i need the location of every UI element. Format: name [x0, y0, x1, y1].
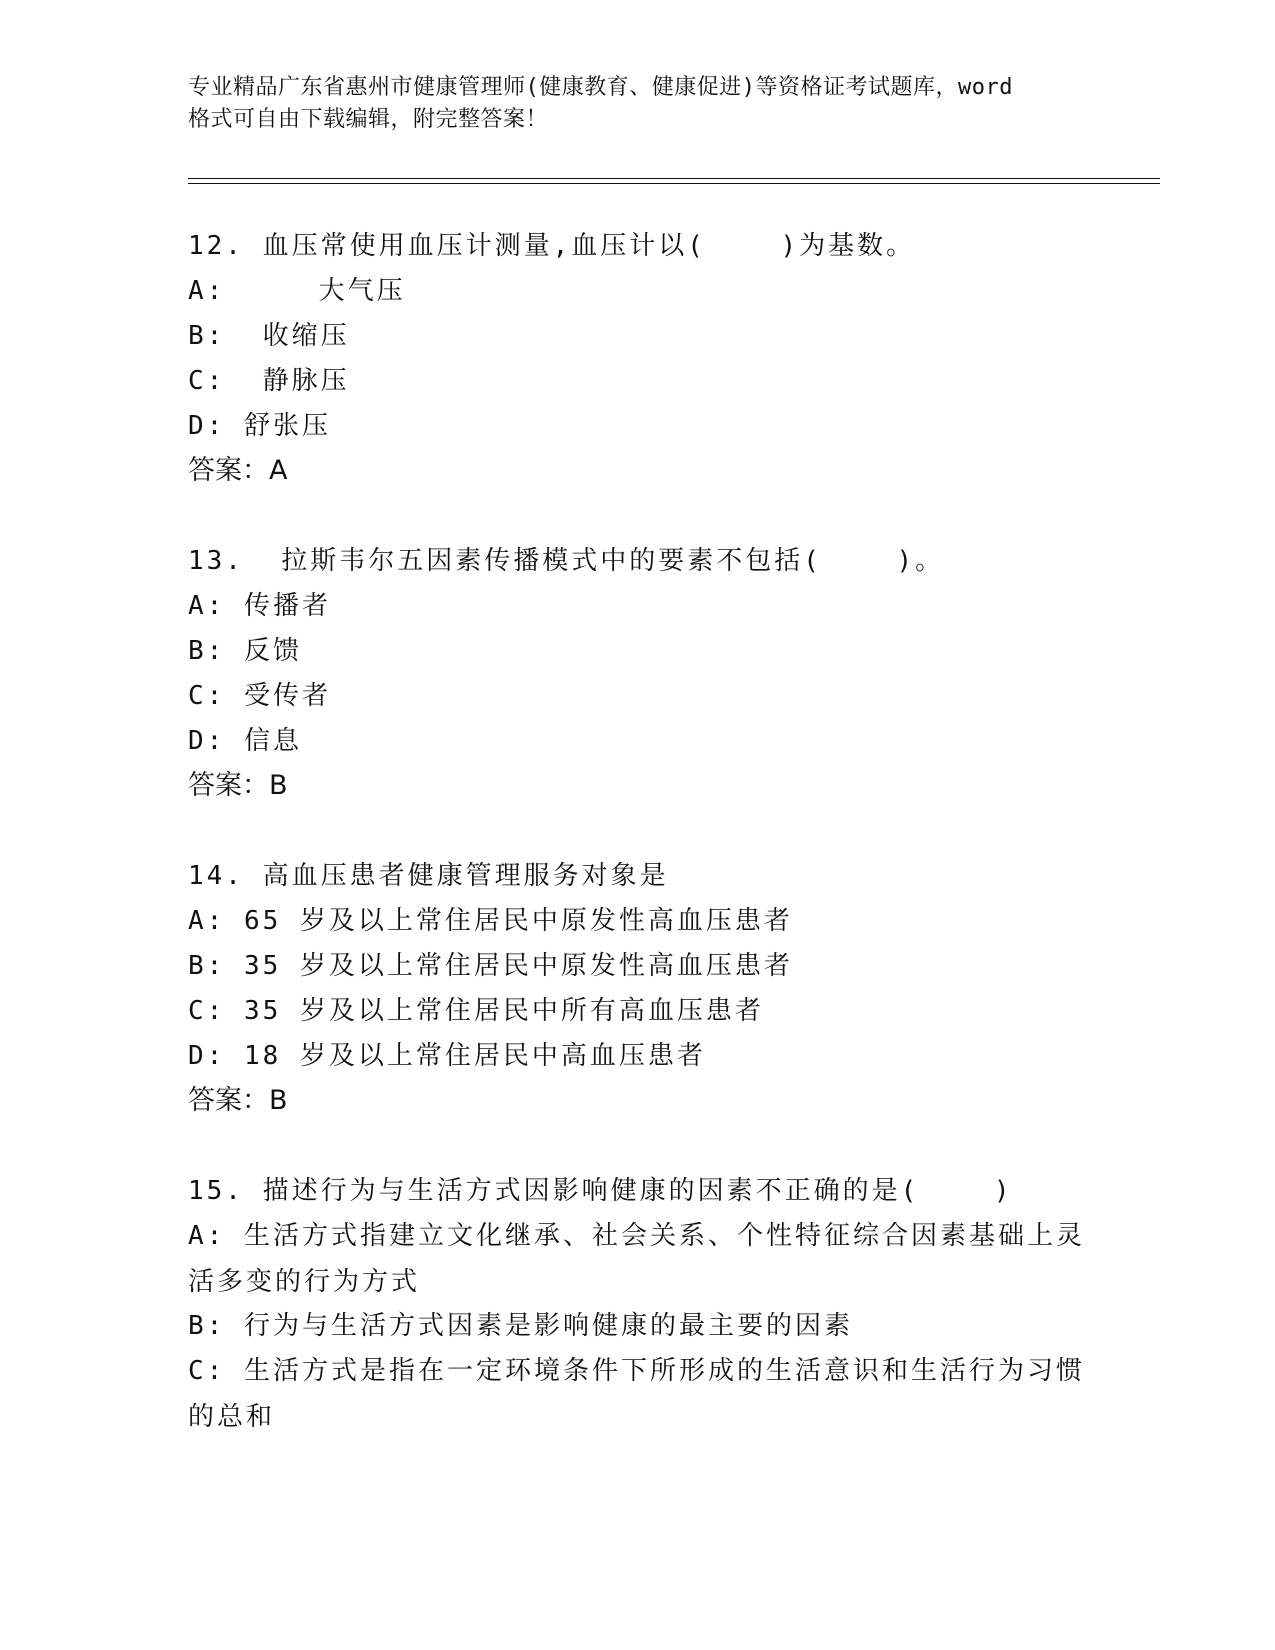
question-12-stem: 12. 血压常使用血压计测量,血压计以( )为基数。 [188, 231, 916, 261]
question-12-answer: 答案：A [188, 455, 288, 486]
header-rule-bottom [188, 183, 1160, 184]
question-15-option-a: A: 生活方式指建立文化继承、社会关系、个性特征综合因素基础上灵活多变的行为方式 [188, 1221, 1085, 1297]
question-12-option-a: A: 大气压 [188, 276, 406, 306]
question-14-option-c: C: 35 岁及以上常住居民中所有高血压患者 [188, 996, 764, 1026]
header-line-1: 专业精品广东省惠州市健康管理师(健康教育、健康促进)等资格证考试题库，word [188, 75, 1013, 100]
document-header [188, 72, 1088, 136]
question-14-option-a: A: 65 岁及以上常住居民中原发性高血压患者 [188, 906, 793, 936]
question-12-option-d: D: 舒张压 [188, 411, 331, 441]
question-15-option-c: C: 生活方式是指在一定环境条件下所形成的生活意识和生活行为习惯的总和 [188, 1356, 1085, 1432]
question-14-stem: 14. 高血压患者健康管理服务对象是 [188, 861, 669, 891]
question-12-option-c: C: 静脉压 [188, 366, 350, 396]
header-rule-top [188, 178, 1160, 179]
question-15-option-b: B: 行为与生活方式因素是影响健康的最主要的因素 [188, 1311, 853, 1341]
question-12-option-b: B: 收缩压 [188, 321, 350, 351]
question-13-option-b: B: 反馈 [188, 636, 302, 666]
question-13-option-d: D: 信息 [188, 726, 302, 756]
question-14-answer: 答案：B [188, 1085, 288, 1116]
question-14-option-d: D: 18 岁及以上常住居民中高血压患者 [188, 1041, 706, 1071]
question-13-option-c: C: 受传者 [188, 681, 331, 711]
question-13-stem: 13. 拉斯韦尔五因素传播模式中的要素不包括( )。 [188, 546, 945, 576]
header-line-2: 格式可自由下载编辑，附完整答案！ [188, 107, 549, 132]
question-13-option-a: A: 传播者 [188, 591, 331, 621]
question-13-answer: 答案：B [188, 770, 288, 801]
question-15-stem: 15. 描述行为与生活方式因影响健康的因素不正确的是( ) [188, 1176, 1013, 1206]
question-14-option-b: B: 35 岁及以上常住居民中原发性高血压患者 [188, 951, 793, 981]
